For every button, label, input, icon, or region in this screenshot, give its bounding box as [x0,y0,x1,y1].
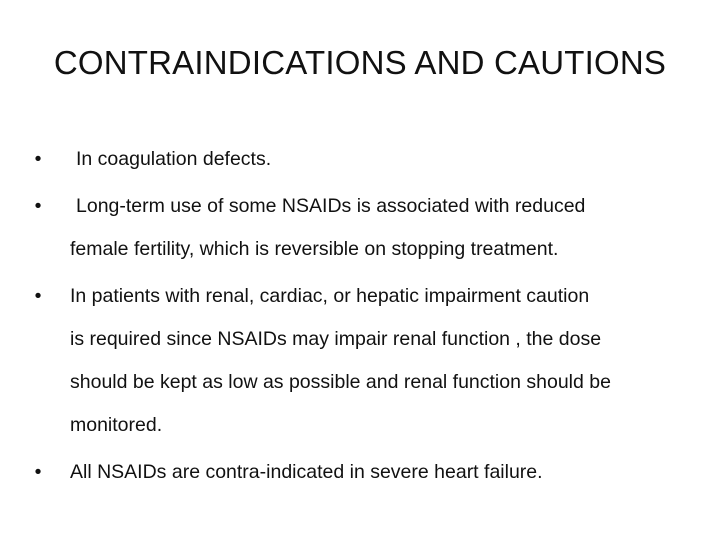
bullet-text-line: monitored. [70,414,163,436]
bullet-dot-icon: • [34,461,42,483]
bullet-text-line: Long-term use of some NSAIDs is associated with reduced [76,195,586,217]
bullet-item [30,451,710,494]
bullet-dot-icon: • [34,148,42,170]
bullet-dot-icon: • [34,285,42,307]
bullet-text-line: should be kept as low as possible and renal function should be [70,371,611,393]
bullet-text-line: In patients with renal, cardiac, or hepatic impairment caution [70,285,590,307]
bullet-item [30,138,710,181]
bullet-item [30,185,710,271]
bullet-text: All NSAIDs are contra-indicated in severe heart failure. [70,461,543,483]
slide-title: CONTRAINDICATIONS AND CAUTIONS [53,44,667,81]
bullet-dot-icon: • [34,195,42,217]
bullet-text-line: female fertility, which is reversible on stopping treatment. [70,238,559,260]
bullet-text: In coagulation defects. [76,148,272,170]
bullet-list [30,138,710,494]
bullet-item [30,275,710,447]
bullet-text-line: is required since NSAIDs may impair renal function , the dose [70,328,602,350]
